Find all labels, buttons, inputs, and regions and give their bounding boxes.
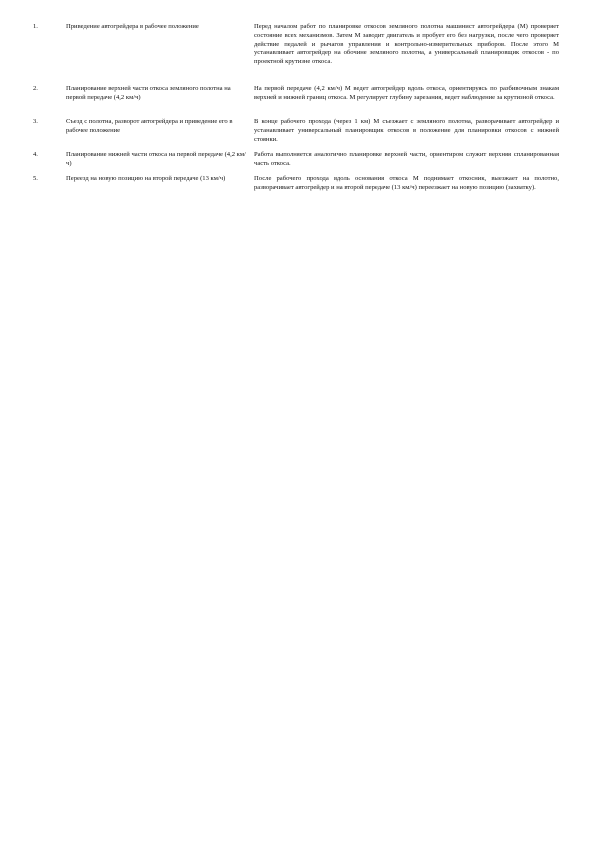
step-description: Перед началом работ по планировке откосов земляного полотна машинист автогрейдера (М) проверяет состояние всех механизмов. Затем М заводит двигатель и пробует его без нагрузки, после чего проверяет действие педалей и рычагов управления и контрольно-измерительных приборов. После этого М устанавливает автогрейдер на обочине земляного полотна, а универсальный планировщик откосов - по проектной крутизне откоса.: [254, 23, 559, 66]
step-operation: Съезд с полотна, разворот автогрейдера и приведение его в рабочее положение: [66, 118, 233, 134]
step-description: В конце рабочего прохода (через 1 км) М съезжает с земляного полотна, разворачивает автогрейдер и устанавливает универсальный планировщик откосов в положение для планировки откосов с нижней стоянки.: [254, 118, 559, 143]
step-operation: Планирование верхней части откоса земляного полотна на первой передаче (4,2 км/ч): [66, 85, 231, 101]
step-number: 1.: [33, 23, 38, 30]
operations-table: [33, 23, 563, 208]
step-description: После рабочего прохода вдоль основания откоса М поднимает откосник, выезжает на полотно, разворачивает автогрейдер и на второй передаче (13 км/ч) переезжает на новую позицию (захватку).: [254, 175, 559, 191]
step-description: На первой передаче (4,2 км/ч) М ведет автогрейдер вдоль откоса, ориентируясь по разбивочным знакам верхней и нижней границ откоса. М регулирует глубину зарезания, ведет наблюдение за крутизной откоса.: [254, 85, 559, 101]
step-number: 3.: [33, 118, 38, 125]
table-row: [33, 23, 563, 83]
step-number: 5.: [33, 175, 38, 182]
table-row: [33, 85, 563, 116]
step-operation: Планирование нижней части откоса на первой передаче (4,2 км/ч): [66, 151, 246, 167]
step-number: 4.: [33, 151, 38, 158]
step-number: 2.: [33, 85, 38, 92]
step-operation: Переезд на новую позицию на второй передаче (13 км/ч): [66, 175, 226, 182]
table-row: [33, 151, 563, 173]
table-row: [33, 118, 563, 149]
table-row: [33, 175, 563, 206]
step-operation: Приведение автогрейдера в рабочее положение: [66, 23, 199, 30]
step-description: Работа выполняется аналогично планировке верхней части, ориентиром служит верхняя спланированная часть откоса.: [254, 151, 559, 167]
